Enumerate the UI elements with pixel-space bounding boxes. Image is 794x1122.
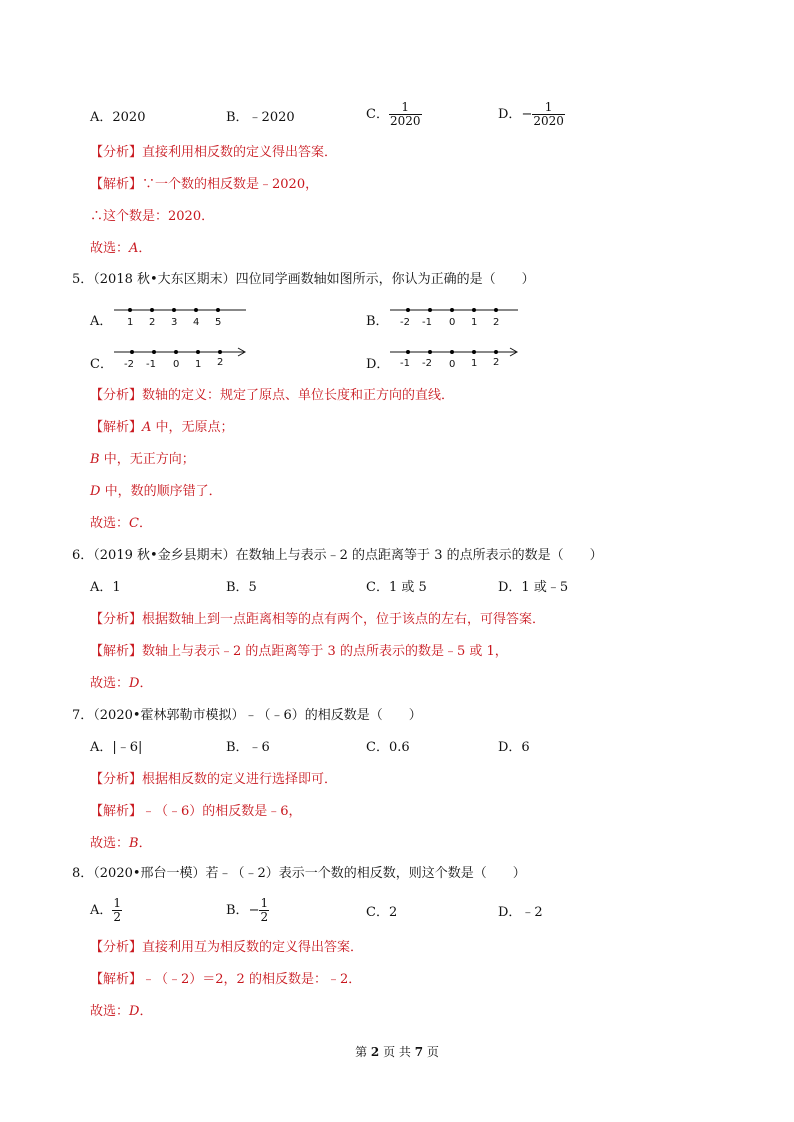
answer-suffix: ． [138, 836, 152, 851]
fraction-numerator: 1 [532, 101, 565, 115]
q8-option-a-label: A． [90, 903, 113, 918]
solution-text: ∵一个数的相反数是﹣2020， [142, 177, 319, 192]
q5-stem: 5．（2018 秋•大东区期末）四位同学画数轴如图所示，你认为正确的是（ ） [72, 272, 535, 287]
answer-suffix: ． [139, 676, 153, 691]
answer-suffix: ． [138, 516, 152, 531]
solution-variable: B [90, 452, 100, 467]
q6-option-c: C．1 或 5 [366, 580, 427, 595]
fraction-denominator: 2020 [389, 114, 421, 128]
axis-point [450, 308, 454, 312]
axis-label: 5 [215, 317, 222, 328]
axis-label: -2 [422, 358, 432, 369]
q8-stem: 8．（2020•邢台一模）若﹣（﹣2）表示一个数的相反数，则这个数是（ ） [72, 866, 526, 881]
axis-point [428, 350, 432, 354]
axis-label: 1 [471, 358, 478, 369]
solution-variable: D [90, 484, 101, 499]
axis-label: 0 [173, 359, 180, 370]
q4-option-a: A．2020 [90, 110, 146, 125]
q7-answer [90, 835, 152, 853]
q4-answer [90, 240, 151, 258]
axis-point [216, 308, 220, 312]
answer-letter: B [129, 836, 139, 851]
q6-answer [90, 675, 152, 693]
solution-text: 中，无原点； [151, 420, 234, 435]
axis-point [128, 308, 132, 312]
fraction-numerator: 1 [113, 896, 122, 910]
analysis-text: 直接利用相反数的定义得出答案． [142, 145, 338, 160]
q7-option-b: B．﹣6 [226, 740, 270, 755]
q7-option-d: D．6 [498, 740, 530, 755]
axis-label: 3 [171, 317, 178, 328]
solution-tag: 【解析】 [90, 177, 143, 192]
q4-option-d-label: D． [498, 107, 522, 122]
analysis-tag: 【分析】 [90, 940, 143, 955]
axis-point [218, 350, 222, 354]
q6-solution [90, 643, 508, 661]
q8-option-c: C．2 [366, 905, 398, 920]
analysis-tag: 【分析】 [90, 772, 143, 787]
minus-sign: − [248, 903, 260, 918]
q8-option-b [226, 897, 269, 924]
analysis-text: 数轴的定义：规定了原点、单位长度和正方向的直线． [142, 388, 455, 403]
q4-conclusion: ∴这个数是：2020． [90, 209, 215, 224]
fraction-denominator: 2 [113, 910, 122, 924]
fraction [389, 101, 422, 128]
axis-point [450, 350, 454, 354]
solution-tag: 【解析】 [90, 804, 143, 819]
minus-sign: − [521, 107, 533, 122]
fraction [532, 101, 565, 128]
answer-letter: C [129, 516, 139, 531]
page-number: 2 [370, 1045, 380, 1059]
axis-label: 2 [493, 317, 500, 328]
axis-label: 2 [217, 357, 224, 368]
q8-option-a [90, 897, 122, 924]
fraction-denominator: 2020 [533, 114, 564, 128]
axis-point [494, 308, 498, 312]
axis-label: 1 [471, 317, 478, 328]
analysis-text: 直接利用互为相反数的定义得出答案． [142, 940, 364, 955]
axis-point [406, 350, 410, 354]
solution-text: 中，数的顺序错了． [100, 484, 222, 499]
axis-point [472, 350, 476, 354]
q5-solution-1 [90, 419, 234, 437]
q8-solution [90, 971, 361, 989]
q6-option-b: B．5 [226, 580, 257, 595]
solution-tag: 【解析】 [90, 972, 143, 987]
q5-axis-b [388, 302, 523, 332]
solution-tag: 【解析】 [90, 420, 143, 435]
q5-axis-d [388, 344, 523, 374]
axis-point [428, 308, 432, 312]
axis-label: 0 [449, 317, 456, 328]
footer-suffix: 页 [423, 1045, 439, 1059]
q7-solution [90, 803, 302, 821]
analysis-tag: 【分析】 [90, 388, 143, 403]
q5-option-b-label: B． [366, 314, 389, 329]
fraction-numerator: 1 [389, 101, 422, 115]
q8-analysis [90, 939, 363, 957]
answer-suffix: ． [139, 1004, 153, 1019]
q6-analysis [90, 611, 545, 629]
solution-text: ﹣（﹣6）的相反数是﹣6， [142, 804, 302, 819]
axis-point [150, 308, 154, 312]
axis-label: -2 [124, 359, 134, 370]
axis-label: -2 [400, 317, 410, 328]
axis-label: -1 [400, 358, 410, 369]
answer-prefix: 故选： [90, 241, 130, 256]
q8-answer [90, 1003, 152, 1021]
q5-option-c-label: C． [90, 357, 113, 372]
q4-solution [90, 176, 318, 194]
q8-option-b-label: B． [226, 903, 249, 918]
q6-option-a: A．1 [90, 580, 121, 595]
q6-option-d: D．1 或﹣5 [498, 580, 569, 595]
fraction [259, 897, 269, 924]
axis-label: 4 [193, 317, 200, 328]
axis-point [130, 350, 134, 354]
q4-option-c-label: C． [366, 107, 389, 122]
analysis-text: 根据相反数的定义进行选择即可． [142, 772, 338, 787]
q5-answer [90, 515, 152, 533]
q6-stem: 6．（2019 秋•金乡县期末）在数轴上与表示﹣2 的点距离等于 3 的点所表示的数是（ ） [72, 548, 603, 563]
footer-prefix: 第 [355, 1045, 371, 1059]
axis-point [194, 308, 198, 312]
page-footer [0, 1043, 794, 1060]
q5-option-d-label: D． [366, 357, 390, 372]
solution-tag: 【解析】 [90, 644, 143, 659]
answer-letter: D [129, 676, 140, 691]
fraction-denominator: 2 [260, 910, 269, 924]
axis-label: -1 [422, 317, 432, 328]
q7-stem: 7．（2020•霍林郭勒市模拟）﹣（﹣6）的相反数是（ ） [72, 708, 422, 723]
page-total: 7 [414, 1045, 424, 1059]
axis-label: 1 [195, 359, 202, 370]
q4-option-d [498, 101, 565, 128]
q5-axis-c [112, 344, 252, 374]
axis-point [172, 308, 176, 312]
solution-text: 中，无正方向； [99, 452, 195, 467]
solution-text: ﹣（﹣2）＝2，2 的相反数是：﹣2． [142, 972, 362, 987]
footer-middle: 页 共 [379, 1045, 415, 1059]
solution-text: 数轴上与表示﹣2 的点距离等于 3 的点所表示的数是﹣5 或 1， [142, 644, 508, 659]
axis-point [472, 308, 476, 312]
answer-prefix: 故选： [90, 676, 130, 691]
analysis-tag: 【分析】 [90, 612, 143, 627]
answer-letter: D [129, 1004, 140, 1019]
analysis-text: 根据数轴上到一点距离相等的点有两个，位于该点的左右，可得答案． [142, 612, 546, 627]
q5-solution-3 [90, 483, 222, 501]
q7-option-a: A．|﹣6| [90, 740, 143, 755]
answer-prefix: 故选： [90, 836, 130, 851]
answer-letter: A [129, 241, 139, 256]
axis-point [494, 350, 498, 354]
answer-prefix: 故选： [90, 516, 130, 531]
fraction-numerator: 1 [260, 896, 269, 910]
q4-option-b: B．﹣2020 [226, 110, 295, 125]
q7-analysis [90, 771, 337, 789]
axis-label: 2 [493, 357, 500, 368]
axis-point [152, 350, 156, 354]
solution-variable: A [142, 420, 152, 435]
q4-option-c [366, 101, 422, 128]
answer-prefix: 故选： [90, 1004, 130, 1019]
axis-point [406, 308, 410, 312]
axis-label: 2 [149, 317, 156, 328]
q5-axis-a [112, 302, 252, 332]
q5-option-a-label: A． [90, 314, 113, 329]
q5-analysis [90, 387, 454, 405]
q7-option-c: C．0.6 [366, 740, 410, 755]
axis-label: 0 [449, 359, 456, 370]
analysis-tag: 【分析】 [90, 145, 143, 160]
axis-point [196, 350, 200, 354]
axis-point [174, 350, 178, 354]
q5-solution-2 [90, 451, 195, 469]
q4-analysis [90, 144, 337, 162]
axis-label: 1 [127, 317, 134, 328]
axis-label: -1 [146, 359, 156, 370]
q8-option-d: D．﹣2 [498, 905, 543, 920]
answer-suffix: ． [138, 241, 152, 256]
fraction [112, 897, 122, 924]
